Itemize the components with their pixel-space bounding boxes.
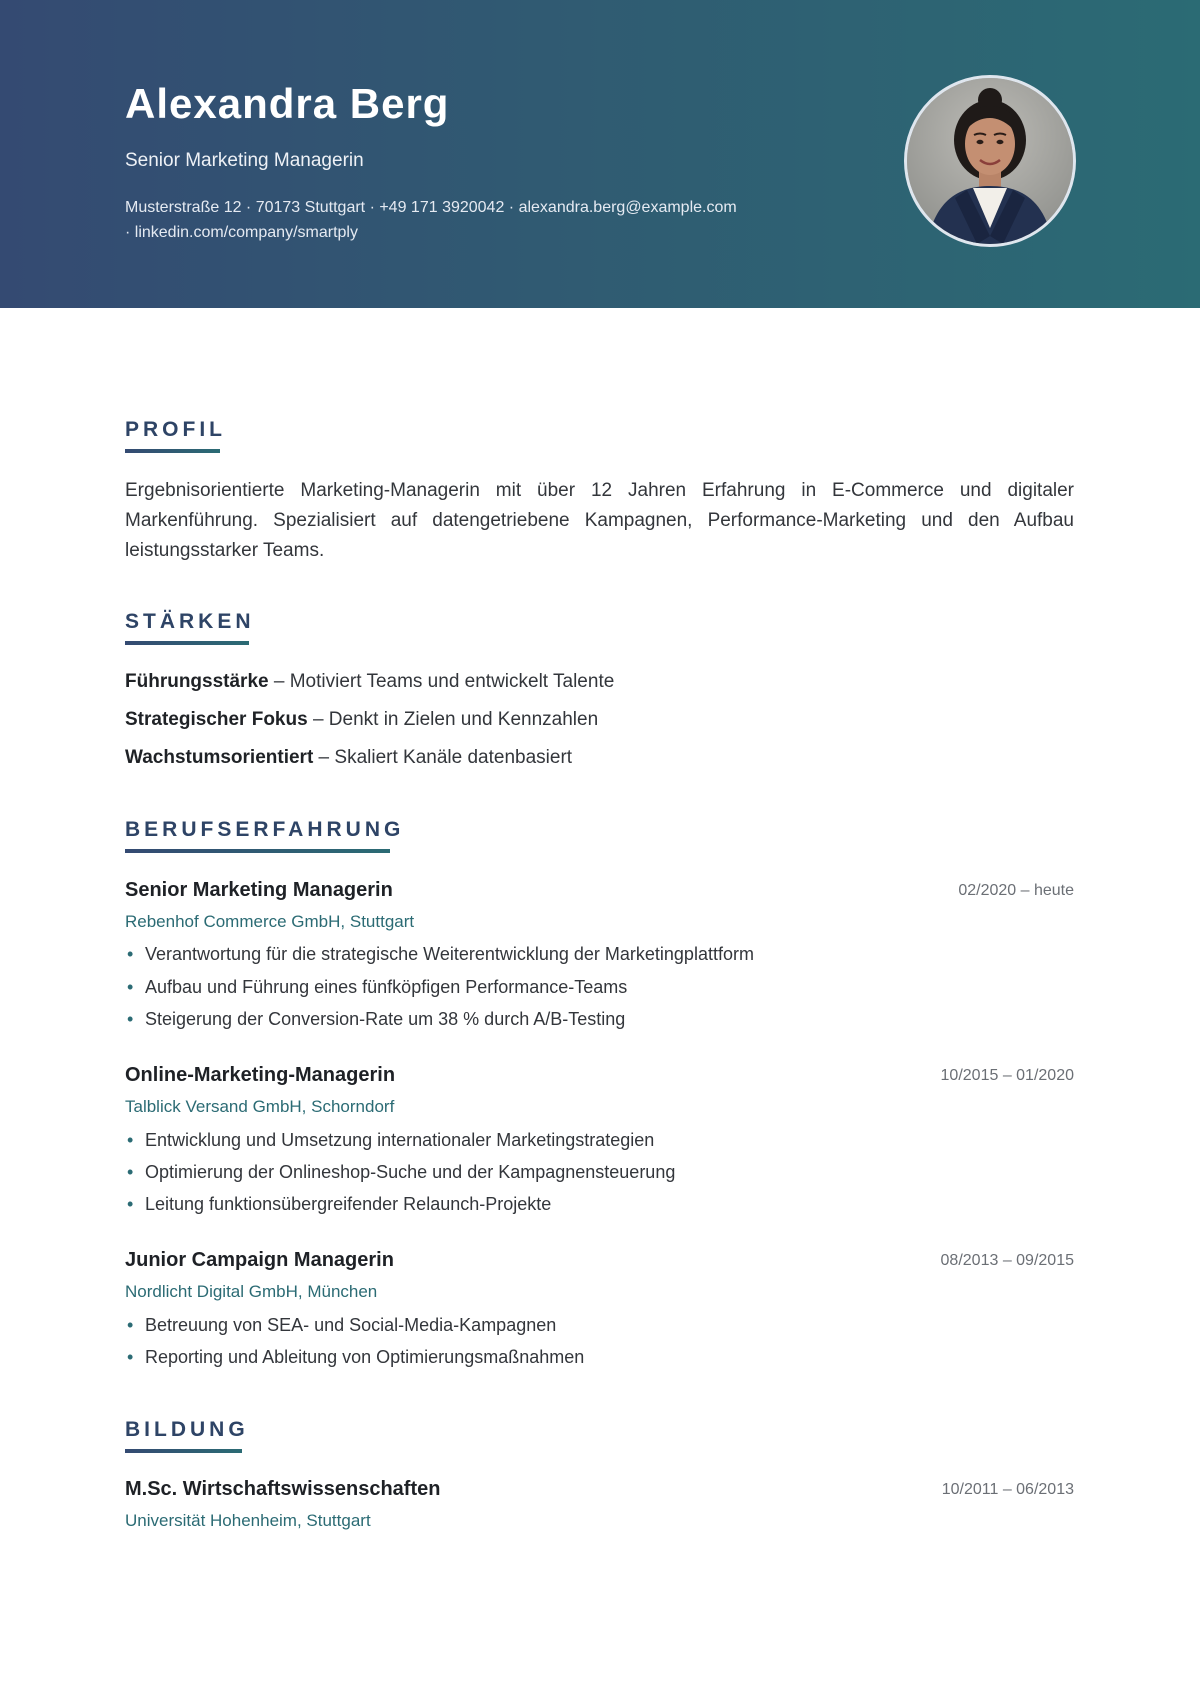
job-bullet [125,1194,551,1215]
bullet-dot-icon: • [127,1347,134,1367]
bullet-dot-icon: • [127,977,134,997]
section-underline-strengths [125,641,249,645]
job-bullet [125,1347,584,1368]
bullet-dot-icon: • [127,1009,134,1029]
job-bullet [125,1130,654,1151]
job-date: 02/2020 – heute [958,882,1074,899]
strength-label: Strategischer Fokus [125,709,308,730]
section-underline-education [125,1449,242,1453]
candidate-name: Alexandra Berg [125,80,450,127]
bullet-text: Aufbau und Führung eines fünfköpfigen Performance-Teams [145,977,628,997]
bullet-text: Steigerung der Conversion-Rate um 38 % durch A/B-Testing [145,1009,626,1029]
job-bullet [125,1009,625,1030]
strength-text: – Skaliert Kanäle datenbasiert [313,747,573,768]
section-underline-experience [125,849,390,853]
job-bullet [125,977,627,998]
strength-text: – Motiviert Teams und entwickelt Talente [268,671,615,692]
person-portrait-icon [904,75,1076,247]
section-underline-profile [125,449,220,453]
strength-item [125,747,572,769]
job-bullet [125,944,754,965]
section-title-profile: PROFIL [125,418,226,441]
bullet-text: Optimierung der Onlineshop-Suche und der Kampagnensteuerung [145,1162,676,1182]
section-title-strengths: STÄRKEN [125,610,255,633]
job-company: Talblick Versand GmbH, Schorndorf [125,1097,395,1116]
job-date: 08/2013 – 09/2015 [940,1252,1074,1269]
resume-header [0,0,1200,308]
bullet-text: Verantwortung für die strategische Weiterentwicklung der Marketingplattform [145,944,754,964]
contact-line-1: Musterstraße 12 · 70173 Stuttgart · +49 171 3920042 · alexandra.berg@example.com [125,199,737,216]
bullet-dot-icon: • [127,1315,134,1335]
job-company: Nordlicht Digital GmbH, München [125,1282,378,1301]
bullet-text: Betreuung von SEA- und Social-Media-Kampagnen [145,1315,557,1335]
job-company: Rebenhof Commerce GmbH, Stuttgart [125,912,415,931]
profile-text: Ergebnisorientierte Marketing-Managerin mit über 12 Jahren Erfahrung in E-Commerce und digitaler Markenführung. Spezialisiert auf datengetriebene Kampagnen, Performance-Marketing und den Aufbau leistungsstarker Teams. [125,480,1074,561]
bullet-text: Entwicklung und Umsetzung internationaler Marketingstrategien [145,1130,655,1150]
section-title-experience: BERUFSERFAHRUNG [125,818,405,841]
job-title: Junior Campaign Managerin [125,1249,394,1271]
job-date: 10/2015 – 01/2020 [940,1067,1074,1084]
contact-line-2: · linkedin.com/company/smartply [125,224,358,241]
job-bullet [125,1162,675,1183]
job-title: Senior Marketing Managerin [125,879,393,901]
job-bullet [125,1315,556,1336]
job-title: Online-Marketing-Managerin [125,1064,396,1086]
education-school: Universität Hohenheim, Stuttgart [125,1511,371,1530]
candidate-title: Senior Marketing Managerin [125,150,364,171]
strength-label: Wachstumsorientiert [125,747,314,768]
bullet-dot-icon: • [127,1194,134,1214]
bullet-dot-icon: • [127,1162,134,1182]
education-date: 10/2011 – 06/2013 [941,1481,1074,1498]
strength-text: – Denkt in Zielen und Kennzahlen [307,709,599,730]
contact-info [125,195,785,245]
bullet-dot-icon: • [127,944,134,964]
bullet-text: Reporting und Ableitung von Optimierungsmaßnahmen [145,1347,585,1367]
strength-item [125,709,598,731]
section-title-education: BILDUNG [125,1418,249,1441]
strength-label: Führungsstärke [125,671,269,692]
strength-item [125,671,614,693]
education-degree: M.Sc. Wirtschaftswissenschaften [125,1478,441,1500]
bullet-dot-icon: • [127,1130,134,1150]
bullet-text: Leitung funktionsübergreifender Relaunch-Projekte [145,1194,552,1214]
